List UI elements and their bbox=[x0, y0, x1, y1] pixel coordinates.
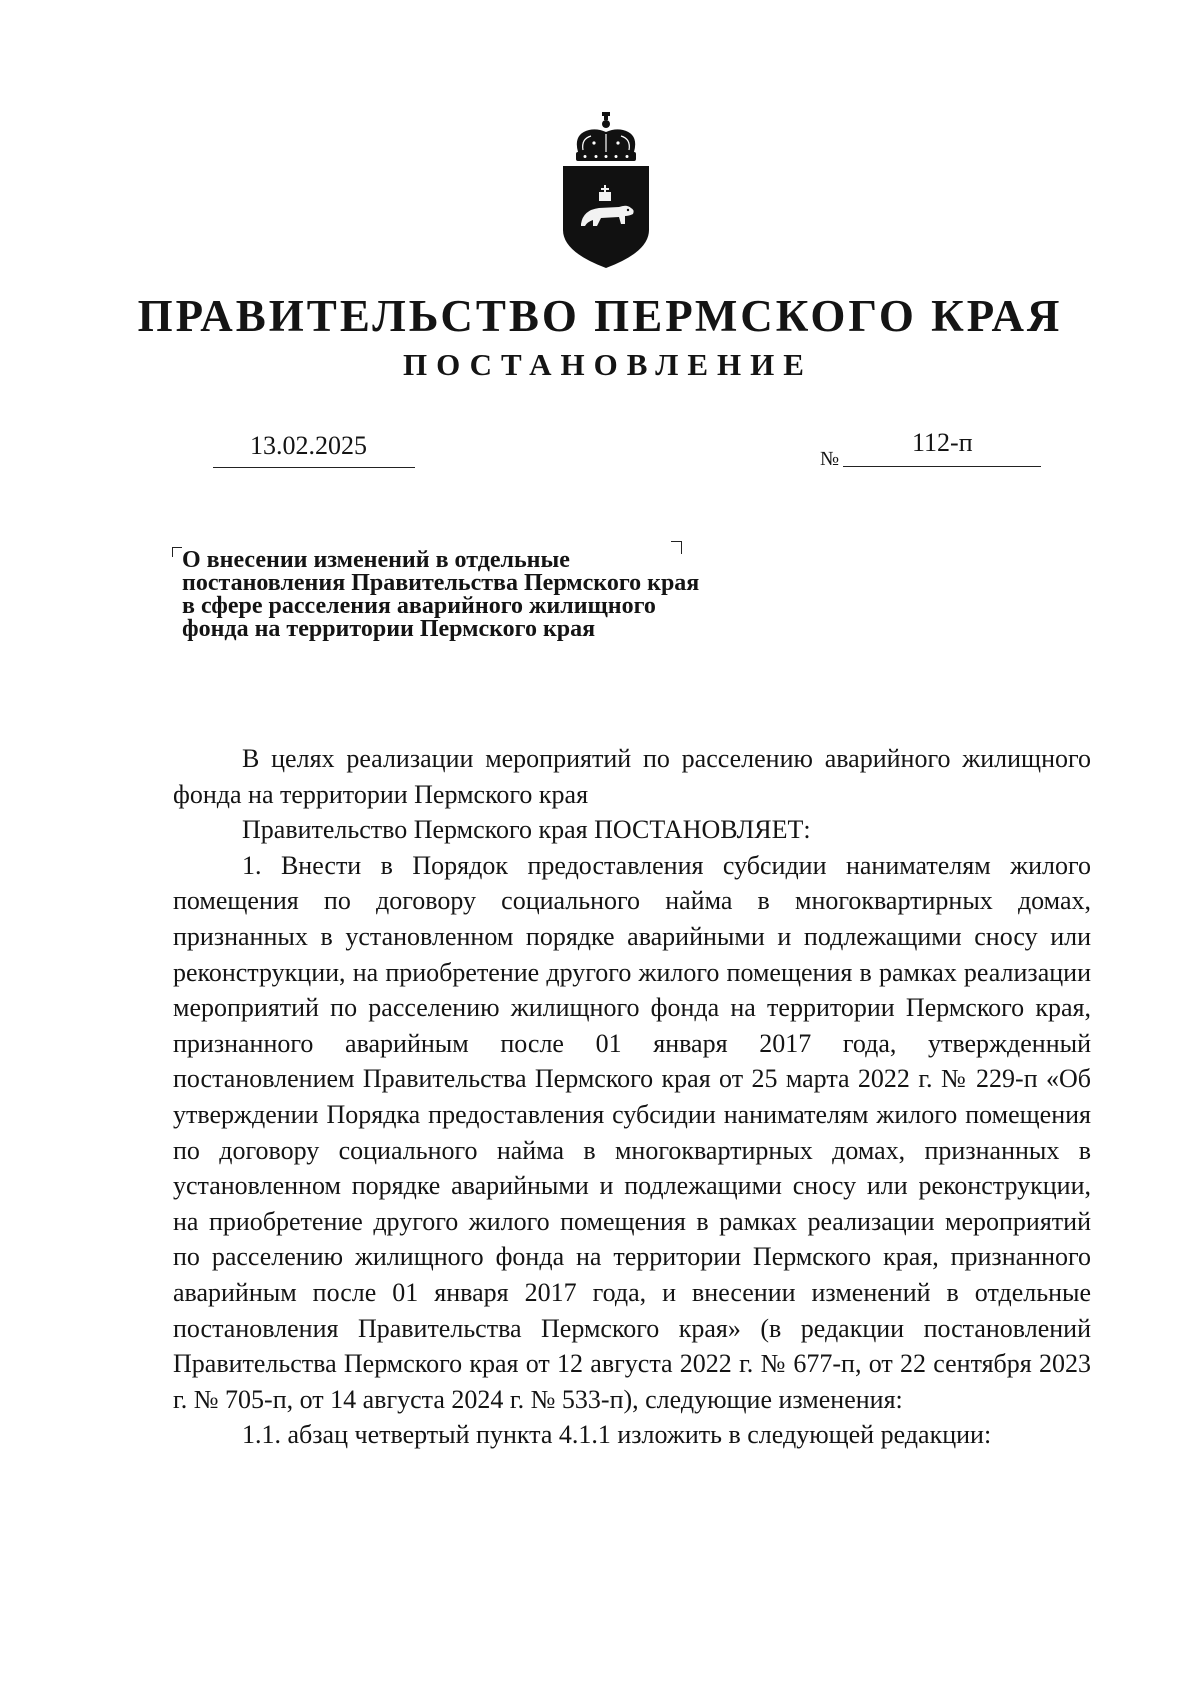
document-subject bbox=[182, 549, 699, 641]
subject-corner-mark-left bbox=[172, 547, 182, 557]
document-date: 13.02.2025 bbox=[250, 431, 367, 460]
resolves-paragraph: Правительство Пермского края ПОСТАНОВЛЯЕТ: bbox=[242, 815, 811, 845]
document-body bbox=[173, 741, 1091, 1453]
subject-line: в сфере расселения аварийного жилищного bbox=[182, 593, 656, 619]
number-underline bbox=[843, 466, 1041, 467]
document-type: ПОСТАНОВЛЕНИЕ bbox=[403, 347, 813, 382]
preamble-paragraph: В целях реализации мероприятий по расселению аварийного жилищного фонда на территории Пермского края bbox=[173, 744, 1091, 809]
document-number: 112-п bbox=[912, 428, 973, 457]
subject-line: фонда на территории Пермского края bbox=[182, 616, 596, 642]
subject-line: О внесении изменений в отдельные bbox=[182, 547, 570, 573]
subject-line: постановления Правительства Пермского края bbox=[182, 570, 700, 596]
date-underline bbox=[213, 467, 415, 468]
perm-krai-coat-of-arms-icon bbox=[561, 112, 651, 270]
number-sign: № bbox=[820, 448, 840, 470]
item-1-1-paragraph: 1.1. абзац четвертый пункта 4.1.1 изложить в следующей редакции: bbox=[242, 1420, 992, 1450]
item-1-paragraph: 1. Внести в Порядок предоставления субсидии нанимателям жилого помещения по договору социального найма в многоквартирных домах, признанных в установленном порядке аварийными и подлежащими сносу или реконструкции, на приобретение другого жилого помещения в рамках реализации мероприятий по расселению жилищного фонда на территории Пермского края, признанного аварийным после 01 января 2017 года, утвержденный постановлением Правительства Пермского края от 25 марта 2022 г. № 229-п «Об утверждении Порядка предоставления субсидии нанимателям жилого помещения по договору социального найма в многоквартирных домах, признанных в установленном порядке аварийными и подлежащими сносу или реконструкции, на приобретение другого жилого помещения в рамках реализации мероприятий по расселению жилищного фонда на территории Пермского края, признанного аварийным после 01 января 2017 года, и внесении изменений в отдельные постановления Правительства Пермского края» (в редакции постановлений Правительства Пермского края от 12 августа 2022 г. № 677-п, от 22 сентября 2023 г. № 705-п, от 14 августа 2024 г. № 533-п), следующие изменения: bbox=[173, 850, 1091, 1414]
government-title: ПРАВИТЕЛЬСТВО ПЕРМСКОГО КРАЯ bbox=[137, 291, 1063, 341]
